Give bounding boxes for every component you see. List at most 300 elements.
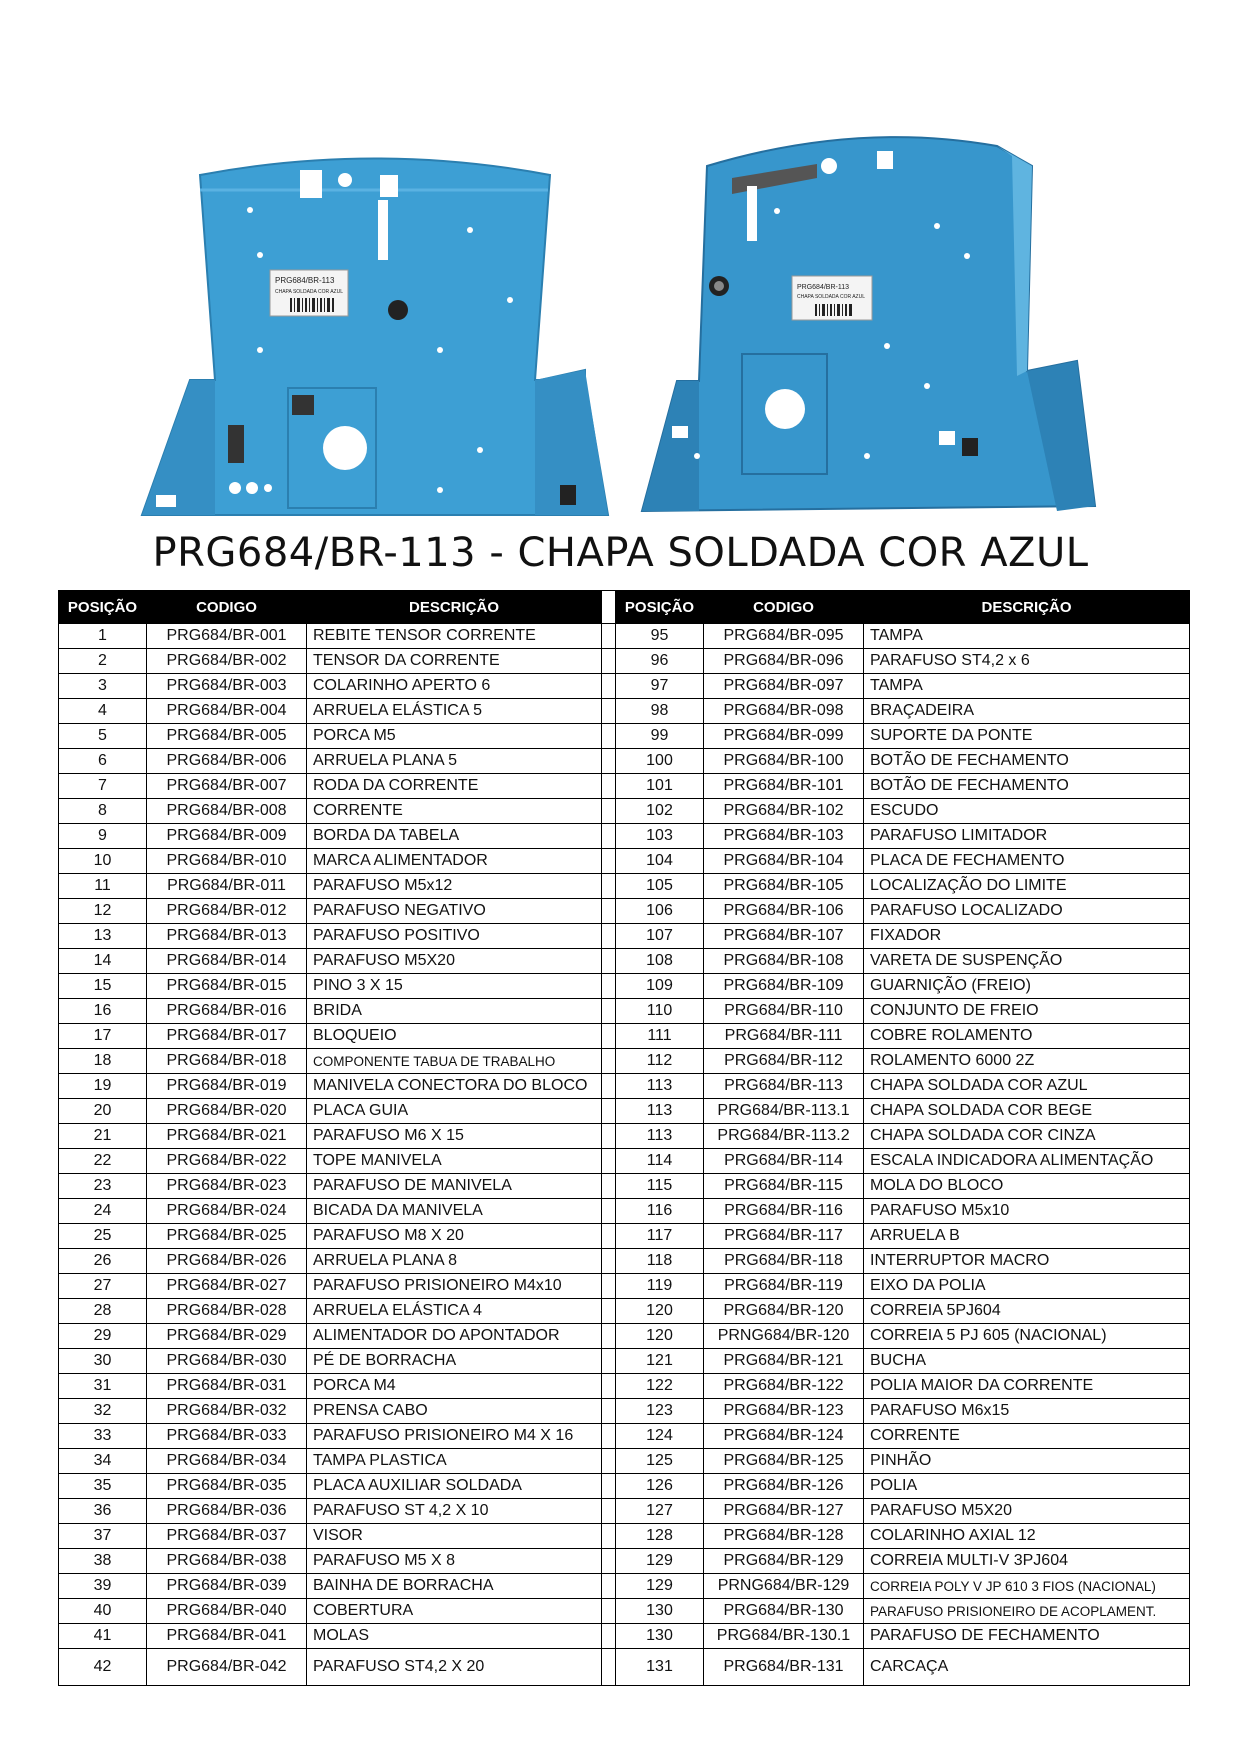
table-row [59,1149,1190,1174]
position-cell: 40 [59,1599,147,1624]
position-cell: 31 [59,1374,147,1399]
code-cell: PRG684/BR-006 [147,749,307,774]
code-cell: PRG684/BR-108 [704,949,864,974]
description-cell: PLACA AUXILIAR SOLDADA [307,1474,602,1499]
position-cell: 28 [59,1299,147,1324]
table-row [59,649,1190,674]
photo-label-line2: CHAPA SOLDADA COR AZUL [275,289,343,295]
code-cell: PRG684/BR-038 [147,1549,307,1574]
position-cell: 36 [59,1499,147,1524]
table-row [59,824,1190,849]
code-cell: PRG684/BR-018 [147,1049,307,1074]
position-cell: 126 [616,1474,704,1499]
code-cell: PRG684/BR-007 [147,774,307,799]
column-gap [602,1524,616,1549]
code-cell: PRG684/BR-017 [147,1024,307,1049]
description-cell: MOLAS [307,1624,602,1649]
code-cell: PRG684/BR-097 [704,674,864,699]
position-cell: 119 [616,1274,704,1299]
column-gap [602,674,616,699]
description-cell: CORRENTE [307,799,602,824]
column-gap [602,924,616,949]
code-cell: PRG684/BR-119 [704,1274,864,1299]
code-cell: PRG684/BR-005 [147,724,307,749]
description-cell: SUPORTE DA PONTE [864,724,1190,749]
code-cell: PRG684/BR-130.1 [704,1624,864,1649]
code-cell: PRG684/BR-035 [147,1474,307,1499]
description-cell: BUCHA [864,1349,1190,1374]
code-cell: PRG684/BR-015 [147,974,307,999]
code-cell: PRG684/BR-016 [147,999,307,1024]
description-cell: ESCUDO [864,799,1190,824]
description-cell: VARETA DE SUSPENÇÃO [864,949,1190,974]
code-cell: PRG684/BR-123 [704,1399,864,1424]
position-cell: 6 [59,749,147,774]
description-cell: MARCA ALIMENTADOR [307,849,602,874]
column-gap [602,1124,616,1149]
code-cell: PRG684/BR-003 [147,674,307,699]
code-cell: PRG684/BR-013 [147,924,307,949]
position-cell: 5 [59,724,147,749]
position-cell: 130 [616,1624,704,1649]
description-cell: VISOR [307,1524,602,1549]
position-cell: 1 [59,624,147,649]
position-cell: 4 [59,699,147,724]
column-gap [602,1449,616,1474]
position-cell: 29 [59,1324,147,1349]
position-cell: 42 [59,1649,147,1686]
column-gap [602,1374,616,1399]
code-cell: PRG684/BR-039 [147,1574,307,1599]
product-photo-front [140,150,610,518]
table-row [59,999,1190,1024]
code-cell: PRG684/BR-099 [704,724,864,749]
header-description: DESCRIÇÃO [864,591,1190,624]
description-cell: POLIA [864,1474,1190,1499]
position-cell: 127 [616,1499,704,1524]
position-cell: 99 [616,724,704,749]
column-gap [602,999,616,1024]
code-cell: PRG684/BR-011 [147,874,307,899]
column-gap [602,974,616,999]
column-gap [602,1549,616,1574]
position-cell: 112 [616,1049,704,1074]
description-cell: ARRUELA PLANA 8 [307,1249,602,1274]
code-cell: PRG684/BR-124 [704,1424,864,1449]
position-cell: 14 [59,949,147,974]
column-gap [602,849,616,874]
description-cell: ESCALA INDICADORA ALIMENTAÇÃO [864,1149,1190,1174]
code-cell: PRG684/BR-029 [147,1324,307,1349]
table-row [59,1599,1190,1624]
position-cell: 101 [616,774,704,799]
code-cell: PRG684/BR-113.1 [704,1099,864,1124]
column-gap [602,1249,616,1274]
page-title: PRG684/BR-113 - CHAPA SOLDADA COR AZUL [152,530,1089,576]
table-row [59,1549,1190,1574]
column-gap [602,624,616,649]
position-cell: 109 [616,974,704,999]
position-cell: 105 [616,874,704,899]
position-cell: 16 [59,999,147,1024]
column-gap [602,1299,616,1324]
position-cell: 116 [616,1199,704,1224]
position-cell: 25 [59,1224,147,1249]
description-cell: COLARINHO APERTO 6 [307,674,602,699]
header-code: CODIGO [704,591,864,624]
table-row [59,974,1190,999]
table-row [59,1424,1190,1449]
position-cell: 35 [59,1474,147,1499]
position-cell: 19 [59,1074,147,1099]
position-cell: 17 [59,1024,147,1049]
description-cell: PARAFUSO ST 4,2 X 10 [307,1499,602,1524]
position-cell: 20 [59,1099,147,1124]
description-cell: PLACA DE FECHAMENTO [864,849,1190,874]
code-cell: PRG684/BR-023 [147,1174,307,1199]
description-cell: PARAFUSO M5 X 8 [307,1549,602,1574]
code-cell: PRG684/BR-122 [704,1374,864,1399]
description-cell: PORCA M5 [307,724,602,749]
column-gap [602,1499,616,1524]
description-cell: ROLAMENTO 6000 2Z [864,1049,1190,1074]
description-cell: TENSOR DA CORRENTE [307,649,602,674]
position-cell: 8 [59,799,147,824]
code-cell: PRG684/BR-041 [147,1624,307,1649]
position-cell: 106 [616,899,704,924]
product-photo-angled [637,126,1097,519]
position-cell: 32 [59,1399,147,1424]
code-cell: PRG684/BR-130 [704,1599,864,1624]
table-row [59,1324,1190,1349]
column-gap [602,1324,616,1349]
code-cell: PRG684/BR-004 [147,699,307,724]
table-row [59,1099,1190,1124]
table-row [59,699,1190,724]
column-gap [602,1599,616,1624]
position-cell: 18 [59,1049,147,1074]
description-cell: EIXO DA POLIA [864,1274,1190,1299]
position-cell: 100 [616,749,704,774]
parts-table-body [59,624,1190,1686]
code-cell: PRG684/BR-025 [147,1224,307,1249]
table-row [59,1624,1190,1649]
table-row [59,1299,1190,1324]
column-gap [602,1174,616,1199]
table-row [59,749,1190,774]
photo-label-line1: PRG684/BR-113 [797,284,850,291]
table-row [59,1024,1190,1049]
column-gap [602,649,616,674]
position-cell: 95 [616,624,704,649]
table-row [59,1399,1190,1424]
position-cell: 123 [616,1399,704,1424]
description-cell: PARAFUSO M6 X 15 [307,1124,602,1149]
description-cell: BOTÃO DE FECHAMENTO [864,749,1190,774]
table-row [59,874,1190,899]
code-cell: PRG684/BR-103 [704,824,864,849]
description-cell: PARAFUSO M8 X 20 [307,1224,602,1249]
column-gap [602,724,616,749]
description-cell: ARRUELA PLANA 5 [307,749,602,774]
code-cell: PRG684/BR-128 [704,1524,864,1549]
position-cell: 41 [59,1624,147,1649]
table-row [59,1124,1190,1149]
code-cell: PRG684/BR-106 [704,899,864,924]
description-cell: GUARNIÇÃO (FREIO) [864,974,1190,999]
table-row [59,1449,1190,1474]
table-row [59,724,1190,749]
position-cell: 13 [59,924,147,949]
description-cell: PORCA M4 [307,1374,602,1399]
code-cell: PRG684/BR-109 [704,974,864,999]
position-cell: 39 [59,1574,147,1599]
table-row [59,1349,1190,1374]
code-cell: PRG684/BR-095 [704,624,864,649]
table-row [59,1049,1190,1074]
description-cell: PINHÃO [864,1449,1190,1474]
position-cell: 33 [59,1424,147,1449]
column-gap [602,874,616,899]
code-cell: PRG684/BR-115 [704,1174,864,1199]
table-row [59,1249,1190,1274]
table-row [59,1199,1190,1224]
table-row [59,1474,1190,1499]
description-cell: PARAFUSO ST4,2 X 20 [307,1649,602,1686]
code-cell: PRG684/BR-120 [704,1299,864,1324]
header-code: CODIGO [147,591,307,624]
description-cell: CORRENTE [864,1424,1190,1449]
position-cell: 118 [616,1249,704,1274]
code-cell: PRNG684/BR-129 [704,1574,864,1599]
code-cell: PRG684/BR-022 [147,1149,307,1174]
code-cell: PRG684/BR-107 [704,924,864,949]
column-gap [602,1624,616,1649]
description-cell: FIXADOR [864,924,1190,949]
position-cell: 113 [616,1124,704,1149]
code-cell: PRG684/BR-118 [704,1249,864,1274]
position-cell: 10 [59,849,147,874]
position-cell: 114 [616,1149,704,1174]
column-gap [602,899,616,924]
column-gap [602,591,616,624]
description-cell: CONJUNTO DE FREIO [864,999,1190,1024]
table-row [59,624,1190,649]
column-gap [602,949,616,974]
description-cell: PARAFUSO PRISIONEIRO M4x10 [307,1274,602,1299]
description-cell: BORDA DA TABELA [307,824,602,849]
description-cell: LOCALIZAÇÃO DO LIMITE [864,874,1190,899]
header-position: POSIÇÃO [59,591,147,624]
column-gap [602,1349,616,1374]
description-cell: TAMPA [864,674,1190,699]
position-cell: 2 [59,649,147,674]
column-gap [602,824,616,849]
position-cell: 129 [616,1574,704,1599]
code-cell: PRG684/BR-127 [704,1499,864,1524]
description-cell: CORREIA 5 PJ 605 (NACIONAL) [864,1324,1190,1349]
description-cell: PARAFUSO DE FECHAMENTO [864,1624,1190,1649]
description-cell: PARAFUSO M5x10 [864,1199,1190,1224]
position-cell: 130 [616,1599,704,1624]
position-cell: 121 [616,1349,704,1374]
code-cell: PRG684/BR-026 [147,1249,307,1274]
position-cell: 97 [616,674,704,699]
position-cell: 15 [59,974,147,999]
code-cell: PRG684/BR-116 [704,1199,864,1224]
table-row [59,1524,1190,1549]
code-cell: PRG684/BR-027 [147,1274,307,1299]
description-cell: PARAFUSO POSITIVO [307,924,602,949]
description-cell: PARAFUSO M6x15 [864,1399,1190,1424]
code-cell: PRG684/BR-002 [147,649,307,674]
description-cell: CHAPA SOLDADA COR CINZA [864,1124,1190,1149]
description-cell: BOTÃO DE FECHAMENTO [864,774,1190,799]
description-cell: REBITE TENSOR CORRENTE [307,624,602,649]
position-cell: 7 [59,774,147,799]
position-cell: 34 [59,1449,147,1474]
position-cell: 23 [59,1174,147,1199]
description-cell: MOLA DO BLOCO [864,1174,1190,1199]
column-gap [602,749,616,774]
position-cell: 117 [616,1224,704,1249]
column-gap [602,799,616,824]
code-cell: PRG684/BR-096 [704,649,864,674]
column-gap [602,1099,616,1124]
code-cell: PRG684/BR-102 [704,799,864,824]
table-row [59,849,1190,874]
position-cell: 111 [616,1024,704,1049]
code-cell: PRG684/BR-111 [704,1024,864,1049]
description-cell: PARAFUSO DE MANIVELA [307,1174,602,1199]
code-cell: PRG684/BR-009 [147,824,307,849]
code-cell: PRG684/BR-028 [147,1299,307,1324]
column-gap [602,1024,616,1049]
description-cell: CORREIA POLY V JP 610 3 FIOS (NACIONAL) [864,1574,1190,1599]
position-cell: 113 [616,1099,704,1124]
code-cell: PRNG684/BR-120 [704,1324,864,1349]
position-cell: 122 [616,1374,704,1399]
description-cell: COLARINHO AXIAL 12 [864,1524,1190,1549]
parts-table [58,590,1190,1686]
code-cell: PRG684/BR-113 [704,1074,864,1099]
photo-label-line1: PRG684/BR-113 [275,276,335,285]
description-cell: BICADA DA MANIVELA [307,1199,602,1224]
header-description: DESCRIÇÃO [307,591,602,624]
table-row [59,799,1190,824]
code-cell: PRG684/BR-105 [704,874,864,899]
table-row [59,949,1190,974]
description-cell: PARAFUSO M5x12 [307,874,602,899]
position-cell: 124 [616,1424,704,1449]
code-cell: PRG684/BR-126 [704,1474,864,1499]
description-cell: ARRUELA ELÁSTICA 5 [307,699,602,724]
code-cell: PRG684/BR-034 [147,1449,307,1474]
code-cell: PRG684/BR-129 [704,1549,864,1574]
description-cell: TOPE MANIVELA [307,1149,602,1174]
description-cell: ARRUELA ELÁSTICA 4 [307,1299,602,1324]
description-cell: PLACA GUIA [307,1099,602,1124]
table-row [59,1649,1190,1686]
description-cell: ARRUELA B [864,1224,1190,1249]
table-row [59,1499,1190,1524]
column-gap [602,1224,616,1249]
position-cell: 96 [616,649,704,674]
table-row [59,774,1190,799]
position-cell: 9 [59,824,147,849]
table-row [59,1574,1190,1599]
description-cell: BAINHA DE BORRACHA [307,1574,602,1599]
description-cell: PÉ DE BORRACHA [307,1349,602,1374]
code-cell: PRG684/BR-131 [704,1649,864,1686]
position-cell: 110 [616,999,704,1024]
description-cell: PARAFUSO LIMITADOR [864,824,1190,849]
description-cell: PARAFUSO PRISIONEIRO M4 X 16 [307,1424,602,1449]
code-cell: PRG684/BR-037 [147,1524,307,1549]
description-cell: COMPONENTE TABUA DE TRABALHO [307,1049,602,1074]
description-cell: PARAFUSO M5X20 [864,1499,1190,1524]
description-cell: TAMPA [864,624,1190,649]
position-cell: 27 [59,1274,147,1299]
description-cell: CHAPA SOLDADA COR AZUL [864,1074,1190,1099]
code-cell: PRG684/BR-125 [704,1449,864,1474]
description-cell: COBRE ROLAMENTO [864,1024,1190,1049]
code-cell: PRG684/BR-110 [704,999,864,1024]
code-cell: PRG684/BR-104 [704,849,864,874]
position-cell: 22 [59,1149,147,1174]
column-gap [602,699,616,724]
table-row [59,1374,1190,1399]
description-cell: CORREIA 5PJ604 [864,1299,1190,1324]
description-cell: COBERTURA [307,1599,602,1624]
description-cell: PRENSA CABO [307,1399,602,1424]
code-cell: PRG684/BR-008 [147,799,307,824]
column-gap [602,1474,616,1499]
position-cell: 24 [59,1199,147,1224]
table-row [59,924,1190,949]
column-gap [602,1649,616,1686]
table-row [59,899,1190,924]
code-cell: PRG684/BR-031 [147,1374,307,1399]
position-cell: 113 [616,1074,704,1099]
header-position: POSIÇÃO [616,591,704,624]
column-gap [602,1399,616,1424]
description-cell: CHAPA SOLDADA COR BEGE [864,1099,1190,1124]
column-gap [602,1149,616,1174]
column-gap [602,1074,616,1099]
position-cell: 102 [616,799,704,824]
code-cell: PRG684/BR-021 [147,1124,307,1149]
code-cell: PRG684/BR-101 [704,774,864,799]
position-cell: 120 [616,1299,704,1324]
code-cell: PRG684/BR-113.2 [704,1124,864,1149]
position-cell: 37 [59,1524,147,1549]
description-cell: POLIA MAIOR DA CORRENTE [864,1374,1190,1399]
position-cell: 38 [59,1549,147,1574]
code-cell: PRG684/BR-036 [147,1499,307,1524]
position-cell: 30 [59,1349,147,1374]
position-cell: 125 [616,1449,704,1474]
position-cell: 3 [59,674,147,699]
description-cell: PARAFUSO LOCALIZADO [864,899,1190,924]
position-cell: 98 [616,699,704,724]
column-gap [602,774,616,799]
description-cell: ALIMENTADOR DO APONTADOR [307,1324,602,1349]
code-cell: PRG684/BR-098 [704,699,864,724]
column-gap [602,1274,616,1299]
description-cell: PARAFUSO NEGATIVO [307,899,602,924]
position-cell: 131 [616,1649,704,1686]
